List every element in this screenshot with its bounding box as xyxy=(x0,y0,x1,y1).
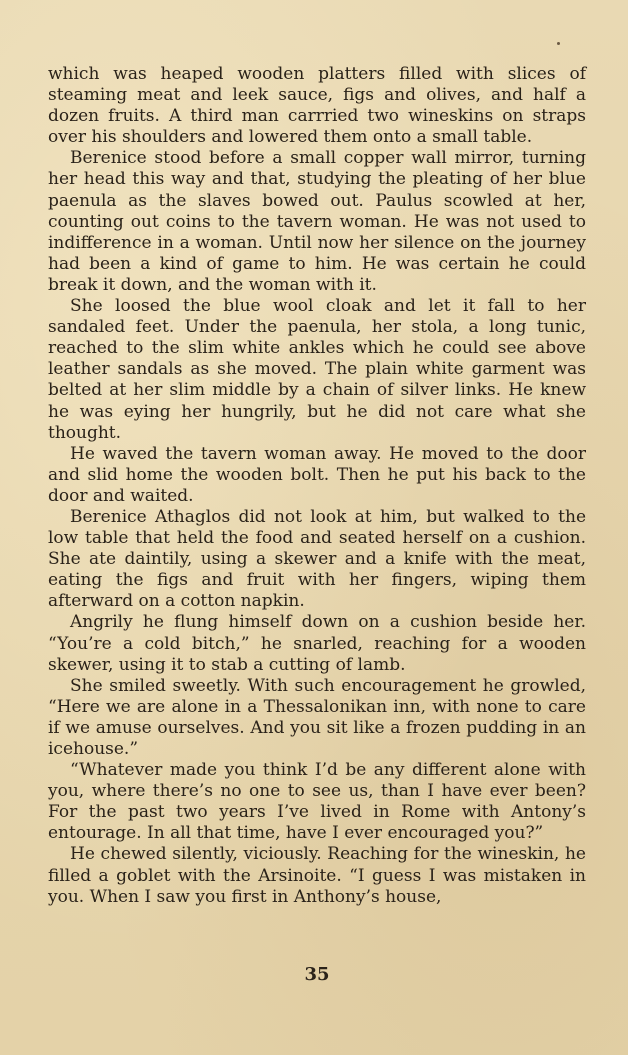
page-number: 35 xyxy=(304,964,330,985)
paragraph: Berenice stood before a small copper wall mirror, turning her head this way and that, studying the pleating of her blue paenula as the slaves bowed out. Paulus scowled at her, counting out coins to the tavern woman. He was not used to indifference in a woman. Until now her silence on the journey had been a kind of game to him. He was certain he could break it down, and the woman with it. xyxy=(48,148,586,295)
paragraph: He waved the tavern woman away. He moved to the door and slid home the wooden bolt. Then he put his back to the door and waited. xyxy=(48,443,586,506)
paragraph: He chewed silently, viciously. Reaching for the wineskin, he filled a goblet with the Arsinoite. “I guess I was mistaken in you. When I saw you first in Anthony’s house, xyxy=(48,844,586,907)
paragraph: Berenice Athaglos did not look at him, but walked to the low table that held the food and seated herself on a cushion. She ate daintily, using a skewer and a knife with the meat, eating the figs and fruit with her fingers, wiping them afterward on a cotton napkin. xyxy=(48,506,586,612)
book-page xyxy=(48,64,586,1024)
paragraph: “Whatever made you think I’d be any different alone with you, where there’s no one to see us, than I have ever been? For the past two years I’ve lived in Rome with Antony’s entourage. In all that time, have I ever encouraged you?” xyxy=(48,760,586,844)
paragraph: She smiled sweetly. With such encouragement he growled, “Here we are alone in a Thessalonikan inn, with none to care if we amuse ourselves. And you sit like a frozen pudding in an icehouse.” xyxy=(48,675,586,759)
paragraph: which was heaped wooden platters filled with slices of steaming meat and leek sauce, figs and olives, and half a dozen fruits. A third man carrried two wineskins on straps over his shoulders and lowered them onto a small table. xyxy=(48,64,586,148)
body-text xyxy=(48,64,586,908)
paragraph: She loosed the blue wool cloak and let it fall to her sandaled feet. Under the paenula, her stola, a long tunic, reached to the slim white ankles which he could see above leather sandals as she moved. The plain white garment was belted at her slim middle by a chain of silver links. He knew he was eying her hungrily, but he did not care what she thought. xyxy=(48,296,586,443)
ink-speck xyxy=(557,42,560,45)
paragraph: Angrily he flung himself down on a cushion beside her. “You’re a cold bitch,” he snarled, reaching for a wooden skewer, using it to stab a cutting of lamb. xyxy=(48,612,586,675)
